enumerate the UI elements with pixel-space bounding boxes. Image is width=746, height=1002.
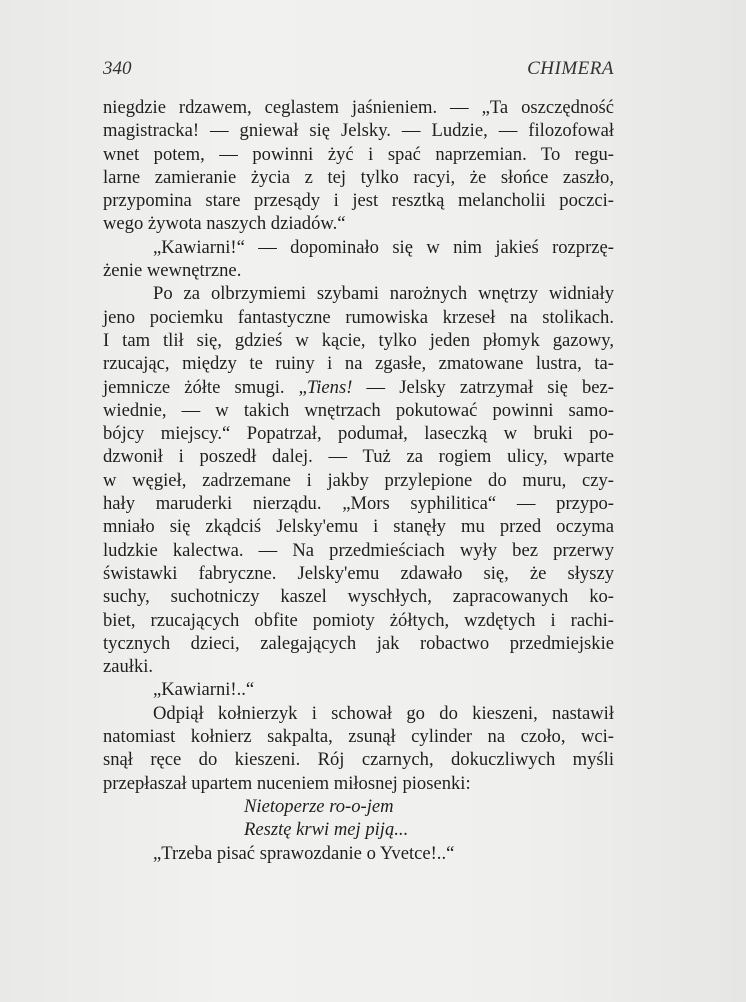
text-line: świstawki fabryczne. Jelsky'emu zdawało się, że słyszy <box>103 562 614 584</box>
text-line: wiednie, — w takich wnętrzach pokutować powinni samo- <box>103 399 614 421</box>
text-line: suchy, suchotniczy kaszel wyschłych, zapracowanych ko- <box>103 586 614 608</box>
body-text <box>103 96 614 865</box>
text-line: natomiast kołnierz sakpalta, zsunął cylinder na czoło, wci- <box>103 726 614 748</box>
text-line: hały maruderki nierządu. „Mors syphilitica“ — przypo- <box>103 493 614 515</box>
text-line: biet, rzucających obfite pomioty żółtych, wzdętych i rachi- <box>103 609 614 631</box>
closing-line: „Trzeba pisać sprawozdanie o Yvetce!..“ <box>153 842 455 864</box>
text-line: żenie wewnętrzne. <box>103 260 242 282</box>
text-line: przypomina stare przesądy i jest resztką melancholii poczci- <box>103 190 614 212</box>
verse-line: Resztę krwi mej piją... <box>244 819 409 841</box>
text-line: przepłaszał upartem nuceniem miłosnej piosenki: <box>103 772 471 794</box>
page-number: 340 <box>103 58 132 79</box>
text-line: niegdzie rdzawem, ceglastem jaśnieniem. — „Ta oszczędność <box>103 97 614 118</box>
text-line: snął ręce do kieszeni. Rój czarnych, dokuczliwych myśli <box>103 749 614 771</box>
text-segment: — Jelsky zatrzymał się bez- <box>352 376 614 398</box>
text-line: I tam tlił się, gdzieś w kącie, tylko jeden płomyk gazowy, <box>103 329 614 351</box>
text-line: tycznych dzieci, zalegających jak robactwo przedmiejskie <box>103 632 614 654</box>
text-line: bójcy miejscy.“ Popatrzał, podumał, laseczką w bruki po- <box>103 423 614 445</box>
text-line: mniało się zkądciś Jelsky'emu i stanęły mu przed oczyma <box>103 516 614 538</box>
text-line: w węgieł, zadrzemane i jakby przylepione do muru, czy- <box>103 469 614 491</box>
text-line: Po za olbrzymiemi szybami narożnych wnętrzy widniały <box>153 283 614 305</box>
text-segment: jemnicze żółte smugi. „ <box>103 376 307 398</box>
text-line: wnet potem, — powinni żyć i spać naprzemian. To regu- <box>103 143 614 165</box>
italic-exclamation: Tiens! <box>306 376 353 398</box>
text-line: larne zamieranie życia z tej tylko racyi, że słońce zaszło, <box>103 166 614 188</box>
text-line <box>103 376 614 399</box>
text-line: „Kawiarni!“ — dopominało się w nim jakieś rozprzę- <box>153 236 614 258</box>
text-line: jeno pociemku fantastyczne rumowiska krzeseł na stolikach. <box>103 306 614 328</box>
text-line: Odpiął kołnierzyk i schował go do kieszeni, nastawił <box>153 702 614 724</box>
text-line: wego żywota naszych dziadów.“ <box>103 213 346 235</box>
verse-line: Nietoperze ro-o-jem <box>244 795 394 817</box>
text-line: rzucając, między te ruiny i na zgasłe, zmatowane lustra, ta- <box>103 353 614 375</box>
text-line: magistracka! — gniewał się Jelsky. — Ludzie, — filozofował <box>103 120 614 142</box>
text-line: „Kawiarni!..“ <box>153 679 255 701</box>
text-line: zaułki. <box>103 656 154 678</box>
running-title: CHIMERA <box>527 58 614 79</box>
text-line: dzwonił i poszedł dalej. — Tuż za rogiem ulicy, wparte <box>103 446 614 468</box>
text-line: ludzkie kalectwa. — Na przedmieściach wyły bez przerwy <box>103 539 614 561</box>
